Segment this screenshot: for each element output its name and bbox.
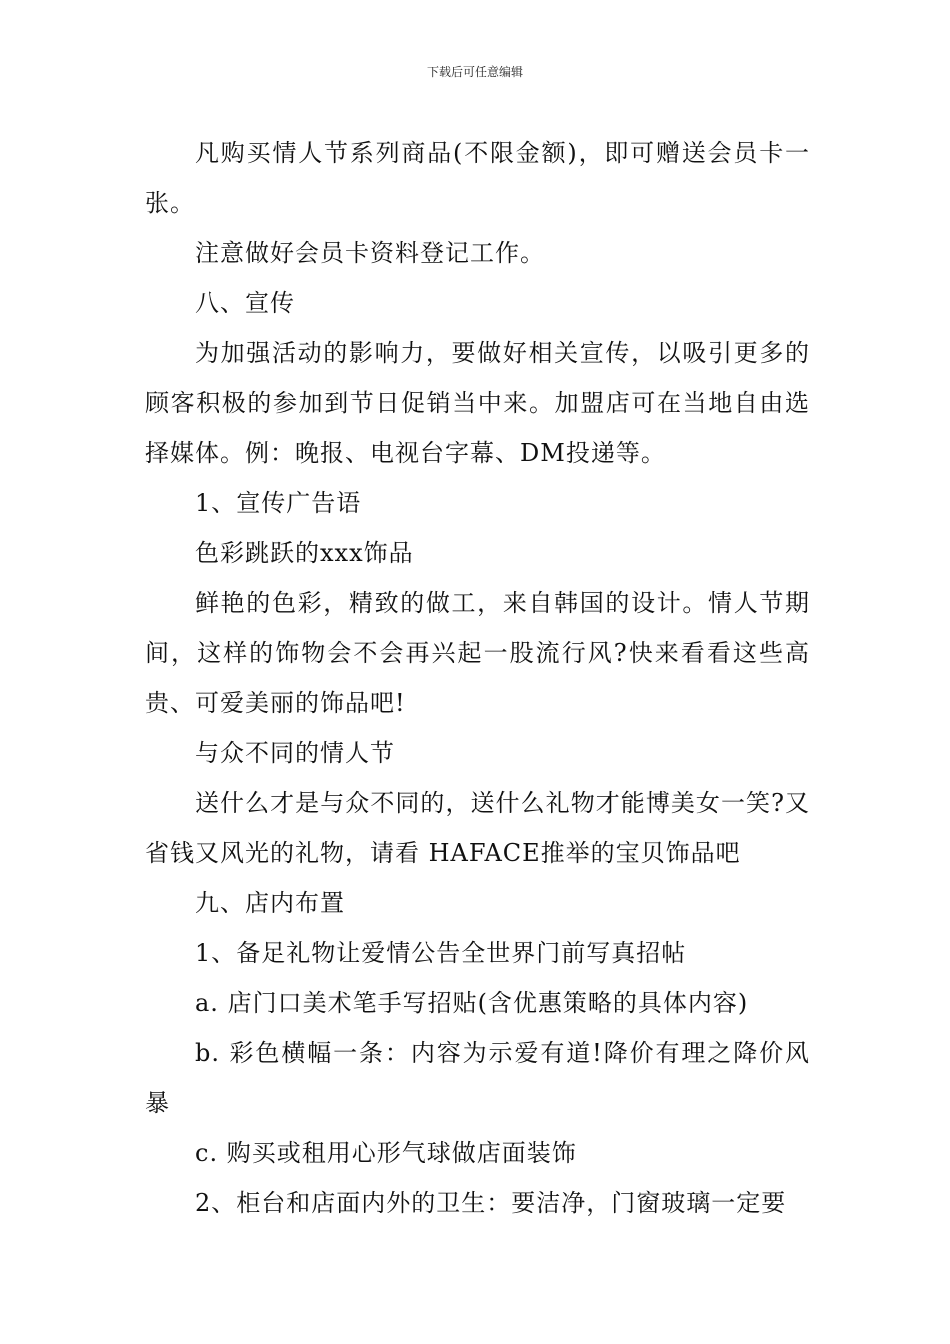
subheading-gifts-poster: 1、备足礼物让爱情公告全世界门前写真招帖 [195, 939, 687, 967]
list-item-a: a. 店门口美术笔手写招贴(含优惠策略的具体内容) [195, 989, 749, 1017]
slogan-title-2: 与众不同的情人节 [195, 739, 395, 767]
paragraph-promotion-intro: 为加强活动的影响力，要做好相关宣传，以吸引更多的顾客积极的参加到节日促销当中来。加盟店可在当地自由选择媒体。例：晚报、电视台字幕、DM投递等。 [145, 339, 810, 467]
subheading-cleanliness: 2、柜台和店面内外的卫生：要洁净，门窗玻璃一定要 [195, 1189, 787, 1217]
paragraph-membership-gift: 凡购买情人节系列商品(不限金额)，即可赠送会员卡一张。 [145, 139, 810, 217]
page-header: 下载后可任意编辑 [426, 65, 523, 79]
section-heading-store-layout: 九、店内布置 [195, 889, 345, 917]
list-item-b: b. 彩色横幅一条：内容为示爱有道!降价有理之降价风暴 [145, 1039, 810, 1117]
document-body [145, 128, 810, 1228]
slogan-body-1: 鲜艳的色彩，精致的做工，来自韩国的设计。情人节期间，这样的饰物会不会再兴起一股流行风?快来看看这些高贵、可爱美丽的饰品吧! [145, 589, 810, 717]
slogan-title-1: 色彩跳跃的xxx饰品 [195, 539, 414, 567]
slogan-body-2: 送什么才是与众不同的，送什么礼物才能博美女一笑?又省钱又风光的礼物，请看 HAFACE推举的宝贝饰品吧 [145, 789, 810, 867]
paragraph-membership-note: 注意做好会员卡资料登记工作。 [195, 239, 545, 267]
subheading-slogan: 1、宣传广告语 [195, 489, 362, 517]
list-item-c: c. 购买或租用心形气球做店面装饰 [195, 1139, 577, 1167]
section-heading-promotion: 八、宣传 [195, 289, 295, 317]
